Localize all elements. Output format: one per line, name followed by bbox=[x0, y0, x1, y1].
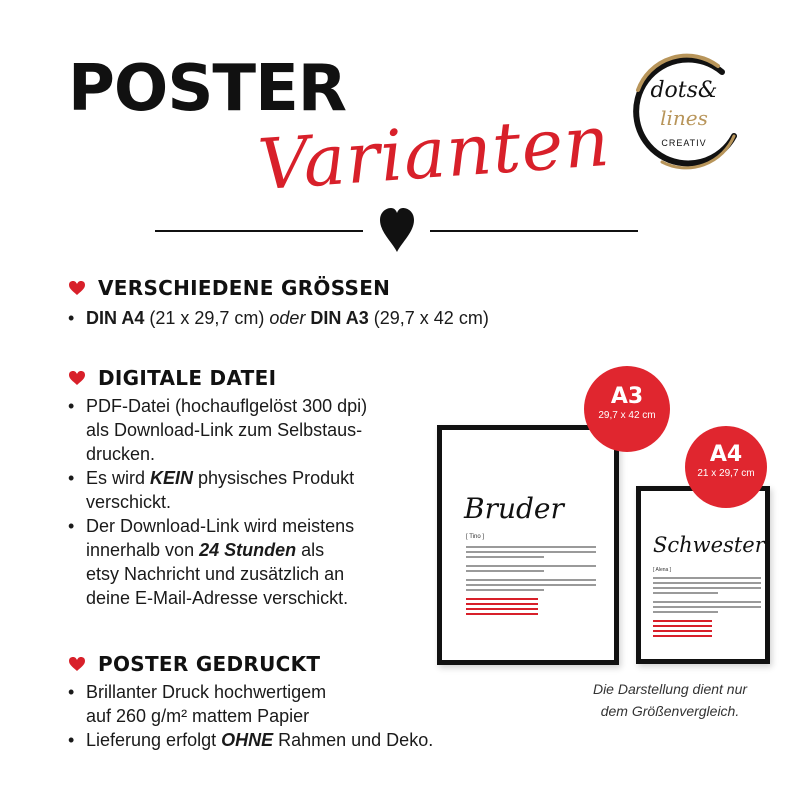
divider-left bbox=[155, 230, 363, 232]
size-line: • DIN A4 (21 x 29,7 cm) oder DIN A3 (29,7 x 42 cm) bbox=[68, 306, 489, 330]
poster-subtitle: [ Alena ] bbox=[653, 567, 672, 573]
heart-icon bbox=[68, 280, 86, 296]
bullet-line-cont: innerhalb von 24 Stunden als bbox=[86, 540, 325, 560]
section-printed bbox=[68, 652, 433, 752]
heart-icon bbox=[68, 370, 86, 386]
section-heading: DIGITALE DATEI bbox=[98, 366, 277, 390]
heart-icon bbox=[378, 206, 416, 254]
poster-preview-a3 bbox=[437, 425, 619, 665]
logo-text-creativ: CREATIV bbox=[661, 138, 707, 148]
logo-text-dots: dots& bbox=[650, 78, 718, 103]
bullet-line-cont: als Download-Link zum Selbstaus- bbox=[86, 420, 363, 440]
section-digital bbox=[68, 366, 367, 610]
logo-text-lines: lines bbox=[660, 106, 708, 130]
section-heading: POSTER GEDRUCKT bbox=[98, 652, 321, 676]
badge-size: 21 x 29,7 cm bbox=[697, 468, 755, 479]
bullet-line-cont: drucken. bbox=[86, 444, 156, 464]
poster-preview-a4 bbox=[636, 486, 770, 664]
title-poster: POSTER bbox=[68, 52, 347, 126]
size-badge-a4 bbox=[685, 426, 767, 508]
size-comparison-caption: Die Darstellung dient nur dem Größenvergleich. bbox=[592, 681, 748, 719]
bullet-line: • Brillanter Druck hochwertigem bbox=[68, 680, 433, 704]
bullet-line-cont: etsy Nachricht und zusätzlich an bbox=[86, 564, 345, 584]
divider-right bbox=[430, 230, 638, 232]
poster-subtitle: [ Tino ] bbox=[466, 534, 485, 540]
bullet-line-cont: verschickt. bbox=[86, 492, 172, 512]
poster-text-block bbox=[653, 577, 761, 640]
bullet-line-cont: auf 260 g/m² mattem Papier bbox=[86, 706, 310, 726]
poster-title: Schwester bbox=[653, 533, 765, 557]
bullet-line: • Der Download-Link wird meistens bbox=[68, 514, 367, 538]
poster-title: Bruder bbox=[464, 492, 564, 525]
badge-label: A4 bbox=[709, 442, 743, 467]
badge-size: 29,7 x 42 cm bbox=[598, 410, 656, 421]
badge-label: A3 bbox=[610, 384, 644, 409]
section-heading: VERSCHIEDENE GRÖSSEN bbox=[98, 276, 391, 300]
section-sizes bbox=[68, 276, 489, 330]
size-badge-a3 bbox=[584, 366, 670, 452]
heart-icon bbox=[68, 656, 86, 672]
bullet-line-cont: deine E-Mail-Adresse verschickt. bbox=[86, 588, 349, 608]
bullet-line: • Lieferung erfolgt OHNE Rahmen und Deko. bbox=[68, 728, 433, 752]
brand-logo bbox=[622, 50, 746, 174]
title-varianten: Varianten bbox=[255, 99, 613, 207]
bullet-line: • PDF-Datei (hochauflgelöst 300 dpi) bbox=[68, 394, 367, 418]
poster-text-block bbox=[466, 546, 596, 618]
bullet-line: • Es wird KEIN physisches Produkt bbox=[68, 466, 367, 490]
